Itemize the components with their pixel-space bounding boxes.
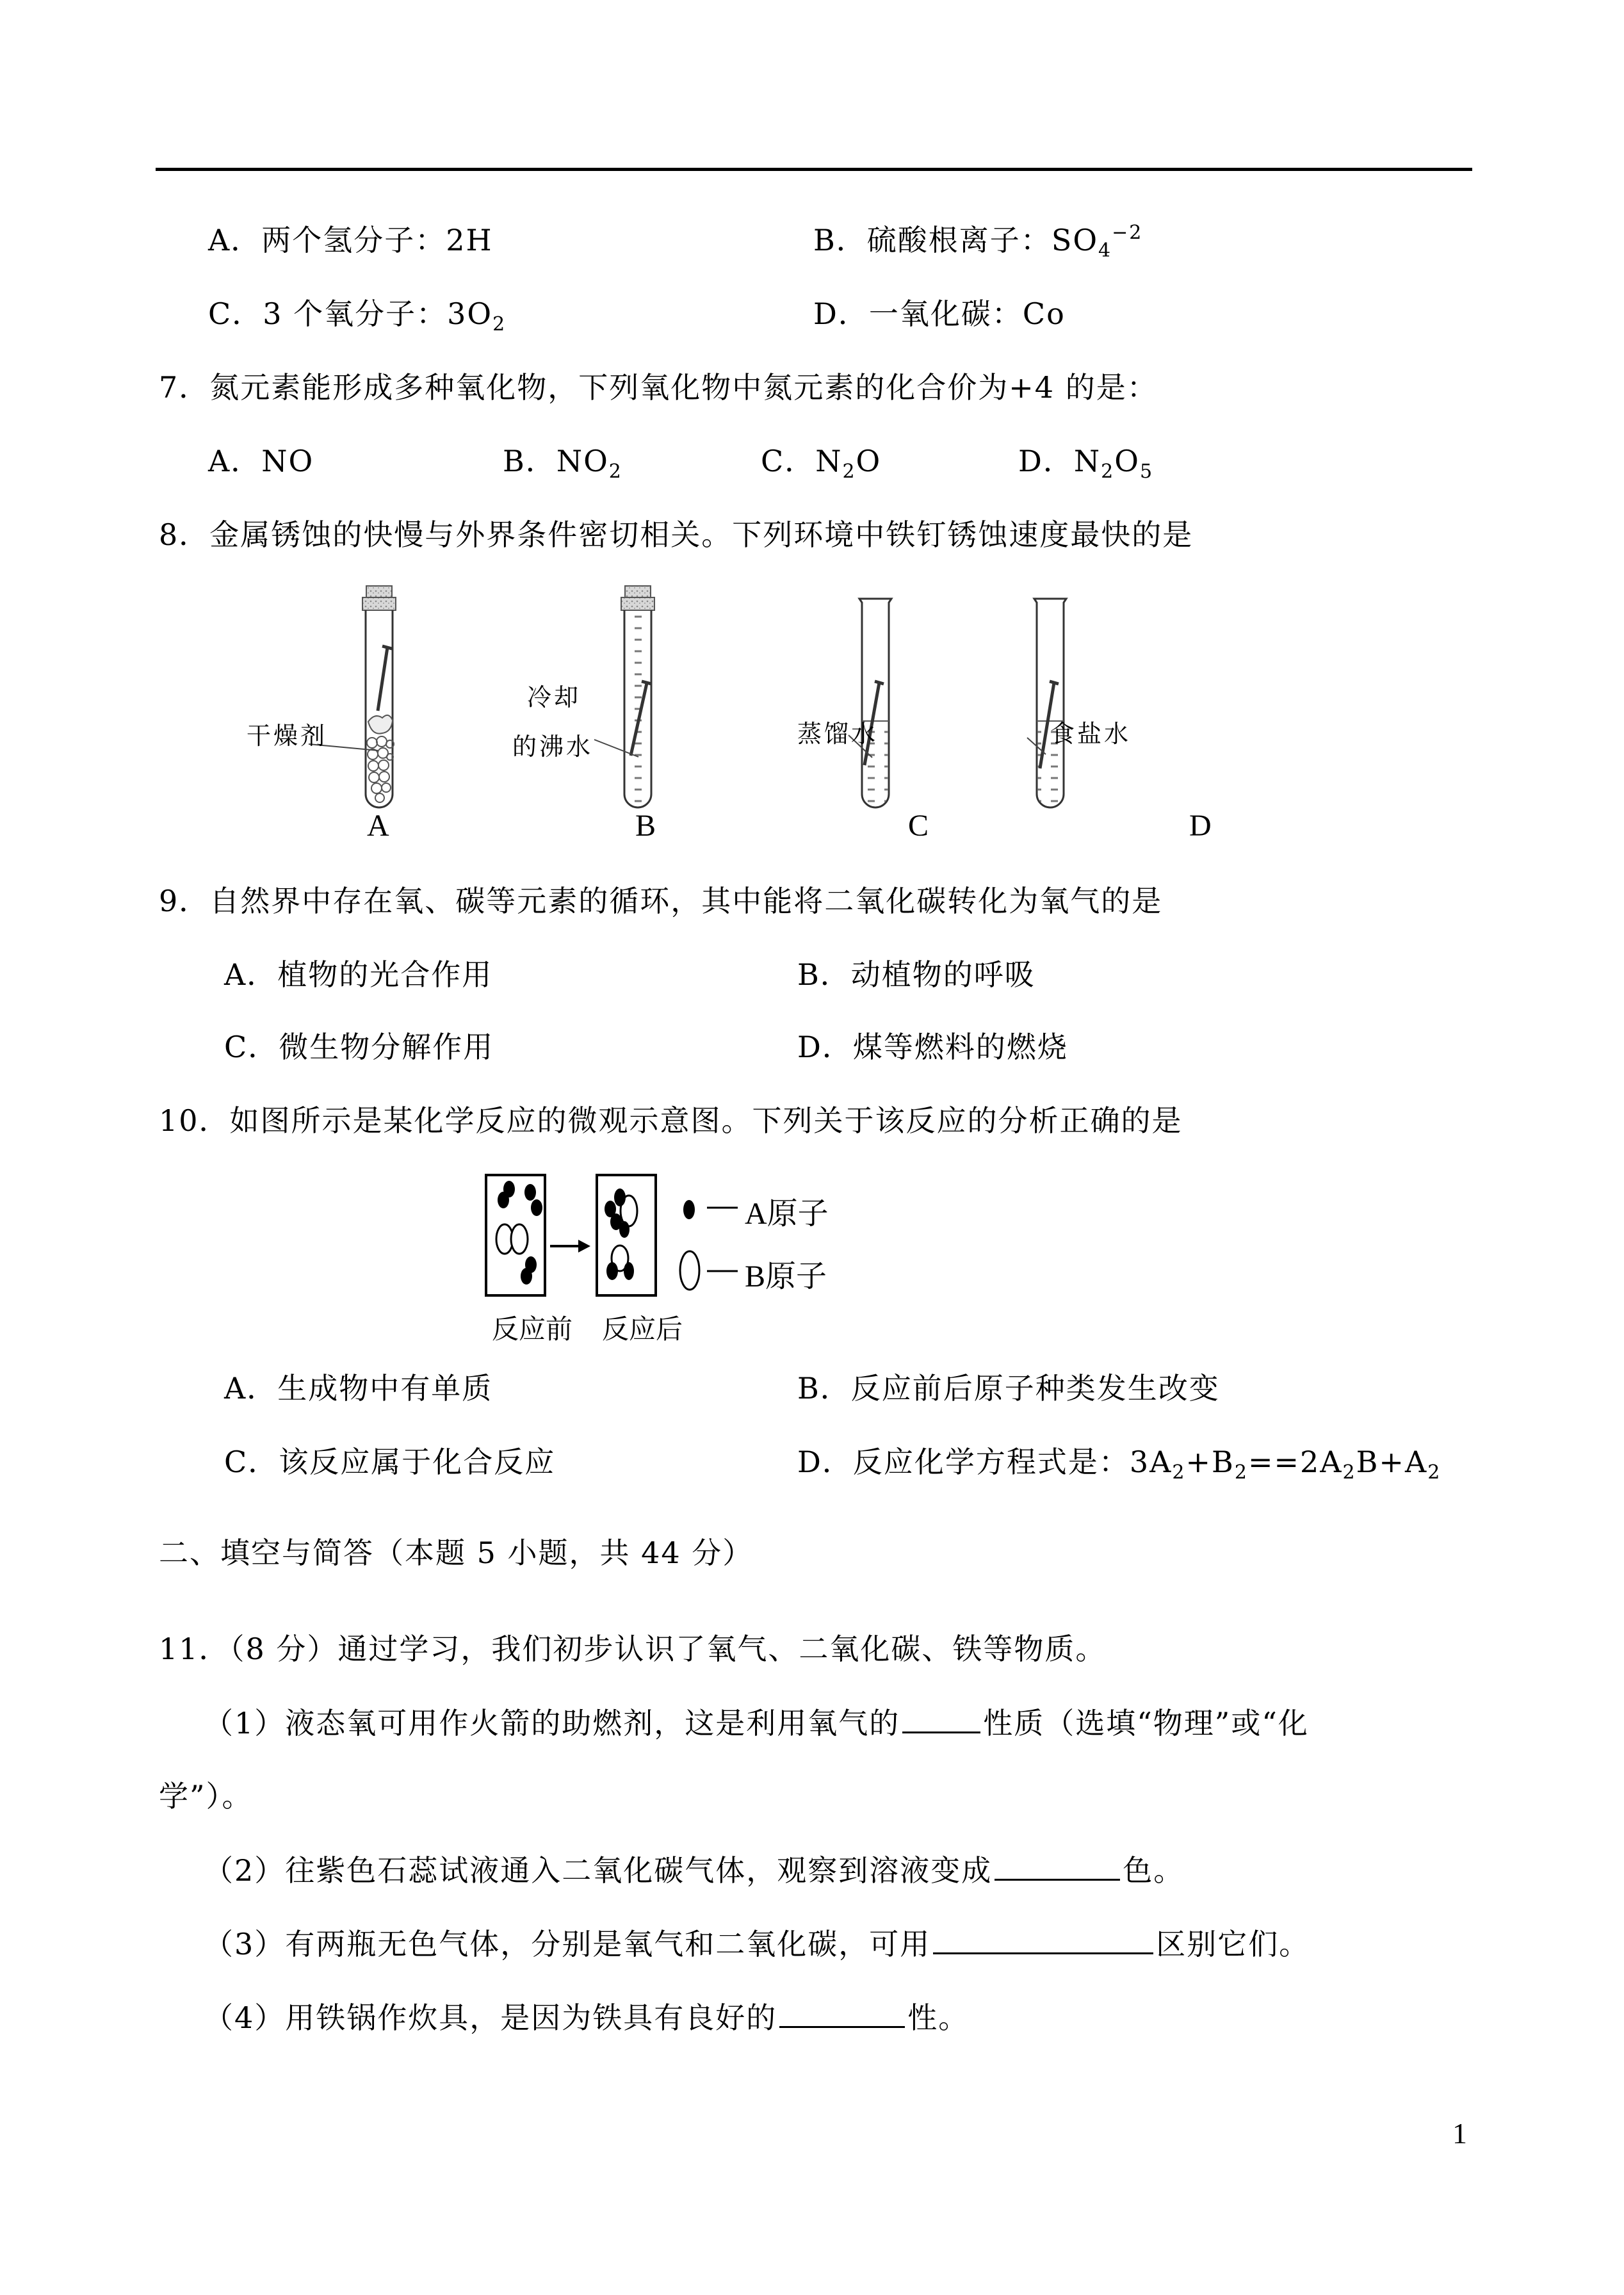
q7-option-d-label: D．	[1018, 444, 1074, 478]
q7-option-b-label: B．	[503, 444, 556, 478]
tube-d-label: 食盐水	[1050, 720, 1132, 748]
q11-part-4-blank[interactable]	[779, 1998, 905, 2028]
q11-part-2	[204, 1851, 1184, 1890]
section-2-title: 二、填空与简答（本题 5 小题，共 44 分）	[159, 1536, 754, 1570]
legend-b-label: B原子	[745, 1260, 827, 1293]
legend-a-label: A原子	[745, 1197, 829, 1231]
q6-option-a-formula: 2H	[446, 223, 493, 257]
q11-part-3-text-a: （3）有两瓶无色气体，分别是氧气和二氧化碳，可用	[204, 1927, 931, 1961]
tube-a-label: 干燥剂	[247, 722, 328, 750]
before-molecules	[496, 1181, 542, 1285]
q6-option-b-label: B．硫酸根离子：	[813, 223, 1052, 257]
q10-eq-part-3: ==2A	[1247, 1445, 1343, 1479]
tube-d-letter: D	[1189, 809, 1212, 843]
q11-part-1	[204, 1703, 1309, 1742]
q9-option-a: A．植物的光合作用	[224, 957, 493, 992]
q6-option-c-formula: 3O	[447, 296, 493, 331]
before-caption: 反应前	[492, 1313, 573, 1345]
q10-eq-sub-4: 2	[1427, 1461, 1441, 1484]
q7-option-c-label: C．	[761, 444, 816, 478]
q11-part-3	[204, 1924, 1310, 1963]
q9-stem: 9．自然界中存在氧、碳等元素的循环，其中能将二氧化碳转化为氧气的是	[159, 884, 1163, 918]
q7-option-d-sub-2: 5	[1139, 460, 1154, 483]
q6-option-c-label: C．3 个氧分子：	[208, 296, 448, 331]
q11-part-4-text-a: （4）用铁锅作炊具，是因为铁具有良好的	[204, 2000, 777, 2035]
q10-eq-sub-3: 2	[1342, 1461, 1356, 1484]
q11-part-4-text-b: 性。	[907, 2000, 970, 2035]
q11-part-1-text-b: 性质（选填“物理”或“化	[983, 1706, 1309, 1740]
q7-option-c-formula-1: N	[815, 444, 843, 478]
q11-part-2-text-a: （2）往紫色石蕊试液通入二氧化碳气体，观察到溶液变成	[204, 1853, 993, 1888]
q10-option-c: C．该反应属于化合反应	[224, 1445, 556, 1479]
q11-part-1-continued: 学”）。	[159, 1779, 253, 1813]
tube-a-letter: A	[367, 809, 389, 843]
q7-option-c-formula-2: O	[856, 444, 882, 478]
tube-c-label: 蒸馏水	[797, 720, 879, 748]
q7-option-d-formula-2: O	[1114, 444, 1140, 478]
tube-c-letter: C	[908, 809, 929, 843]
q7-option-a-label: A．	[208, 444, 262, 478]
q10-option-a: A．生成物中有单质	[224, 1371, 493, 1406]
q9-option-d: D．煤等燃料的燃烧	[797, 1030, 1068, 1064]
q6-option-d-label: D．一氧化碳：	[813, 296, 1023, 331]
q6-option-b-sup: −2	[1112, 222, 1143, 244]
q7-option-a-formula: NO	[261, 444, 314, 478]
q11-part-3-blank[interactable]	[933, 1924, 1153, 1954]
after-molecules	[605, 1188, 637, 1280]
q11-part-3-text-b: 区别它们。	[1156, 1927, 1310, 1961]
q11-part-2-text-b: 色。	[1123, 1853, 1185, 1888]
q6-option-b-sub: 4	[1098, 239, 1112, 262]
page-number: 1	[1452, 2117, 1467, 2150]
q10-option-d	[797, 1443, 1441, 1484]
q10-eq-sub-1: 2	[1172, 1461, 1186, 1484]
q6-option-c-sub: 2	[492, 313, 507, 336]
q11-part-4	[204, 1998, 969, 2037]
reaction-arrow-icon	[550, 1240, 590, 1253]
legend-a-atom-icon	[683, 1200, 695, 1219]
tube-b-label-line1: 冷却	[527, 683, 581, 711]
after-caption: 反应后	[602, 1313, 683, 1345]
tube-b-label-line2: 的沸水	[512, 733, 594, 761]
q10-eq-sub-2: 2	[1234, 1461, 1248, 1484]
tube-b-letter: B	[635, 809, 656, 843]
q7-stem: 7．氮元素能形成多种氧化物，下列氧化物中氮元素的化合价为+4 的是：	[159, 370, 1158, 405]
q10-eq-part-2: +B	[1185, 1445, 1235, 1479]
q10-option-d-label: D．反应化学方程式是：	[797, 1445, 1130, 1479]
q10-option-b: B．反应前后原子种类发生改变	[797, 1371, 1220, 1406]
q10-eq-part-1: 3A	[1129, 1445, 1173, 1479]
legend-b-atom-icon	[680, 1251, 699, 1290]
q9-option-b: B．动植物的呼吸	[797, 957, 1035, 992]
q7-option-b-sub: 2	[608, 460, 622, 483]
q11-part-1-blank[interactable]	[902, 1703, 980, 1733]
q6-option-d-formula: Co	[1022, 296, 1066, 331]
q7-option-b-formula: NO	[556, 444, 609, 478]
q6-option-b-formula: SO	[1051, 223, 1099, 257]
q9-option-c: C．微生物分解作用	[224, 1030, 494, 1064]
q7-option-d-sub-1: 2	[1101, 460, 1115, 483]
q10-eq-part-4: B+A	[1356, 1445, 1428, 1479]
q7-option-d-formula-1: N	[1073, 444, 1101, 478]
q11-stem: 11．（8 分）通过学习，我们初步认识了氧气、二氧化碳、铁等物质。	[159, 1632, 1107, 1666]
q7-option-c-sub: 2	[842, 460, 856, 483]
q10-stem: 10．如图所示是某化学反应的微观示意图。下列关于该反应的分析正确的是	[159, 1103, 1183, 1138]
q11-part-2-blank[interactable]	[995, 1851, 1120, 1881]
q6-option-a-label: A．两个氢分子：	[208, 223, 446, 257]
q11-part-1-text-a: （1）液态氧可用作火箭的助燃剂，这是利用氧气的	[204, 1706, 900, 1740]
q8-stem: 8．金属锈蚀的快慢与外界条件密切相关。下列环境中铁钉锈蚀速度最快的是	[159, 517, 1194, 552]
